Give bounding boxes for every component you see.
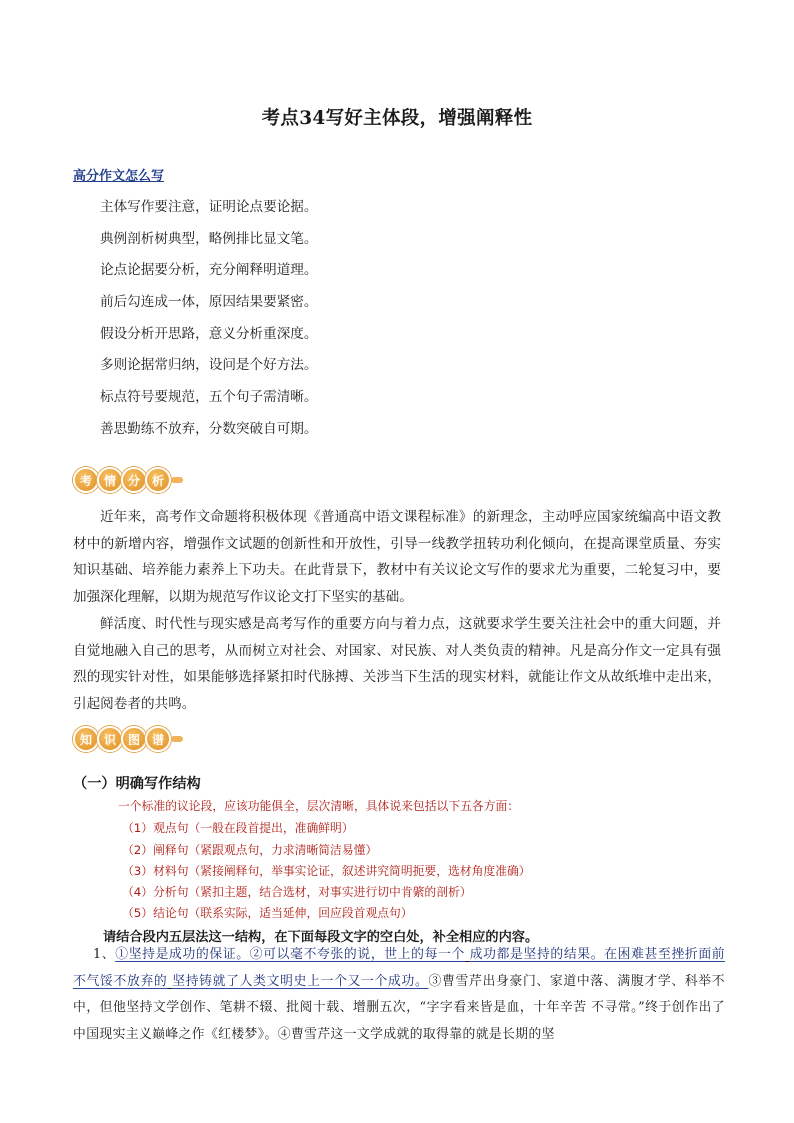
badge-char: 考: [73, 467, 99, 493]
structure-item: （5）结论句（联系实际，适当延伸，回应段首观点句）: [122, 906, 413, 920]
analysis-paragraph-1: 近年来，高考作文命题将积极体现《普通高中语文课程标准》的新理念，主动呼应国家统编高中语文教材中的新增内容，增强作文试题的创新性和开放性，引导一线教学扭转功利化倾向，在提高课堂质量、夯实知识基础、培养能力素养上下功夫。在此背景下，教材中有关议论文写作的要求尤为重要，二轮复习中，要加强深化理解，以期为规范写作议论文打下坚实的基础。: [73, 509, 721, 605]
poem-line: 多则论据常归纳，设问是个好方法。: [100, 357, 318, 374]
badge-char: 识: [97, 726, 123, 752]
badge-char: 析: [145, 467, 171, 493]
exercise-number: 1、: [93, 947, 116, 962]
page-title: 考点34写好主体段，增强阐释性: [261, 108, 533, 129]
badge-char: 图: [121, 726, 147, 752]
structure-item: （1）观点句（一般在段首提出，准确鲜明）: [122, 821, 354, 835]
sentence-explanation-a: ②可以毫不夸张的说，世上的每一个: [249, 947, 465, 962]
badge-tail-decoration: [171, 477, 183, 483]
sentence-explanation-b: 成功都是坚持的结果。在困难甚至挫折面前不气馁不放弃的: [73, 947, 726, 989]
badge-char: 知: [73, 726, 99, 752]
badge-char: 谱: [145, 726, 171, 752]
badge-char: 情: [97, 467, 123, 493]
poem-line: 典例剖析树典型，略例排比显文笔。: [100, 230, 318, 247]
poem-line: 前后勾连成一体，原因结果要紧密。: [100, 294, 318, 311]
poem-line: 假设分析开思路，意义分析重深度。: [100, 325, 318, 342]
sentence-analysis: ④曹雪芹这一文学成就的取得靠的就是长期的坚: [277, 1026, 555, 1042]
section-badge-analysis: [73, 466, 183, 494]
analysis-paragraph-2: 鲜活度、时代性与现实感是高考写作的重要方向与着力点，这就要求学生要关注社会中的重大问题，并自觉地融入自己的思考，从而树立对社会、对国家、对民族、对人类负责的精神。凡是高分作文一定具有强烈的现实针对性，如果能够选择紧扣时代脉搏、关涉当下生活的现实材料，就能让作文从故纸堆中走出来，引起阅卷者的共鸣。: [73, 616, 721, 712]
exercise-instruction: 请结合段内五层法这一结构，在下面每段文字的空白处，补全相应的内容。: [103, 930, 539, 945]
section-title: （一）明确写作结构: [73, 776, 201, 792]
structure-item: （4）分析句（紧扣主题，结合选材，对事实进行切中肯綮的剖析）: [122, 885, 472, 899]
mnemonic-poem: [100, 197, 318, 451]
sentence-viewpoint: ①坚持是成功的保证。: [115, 947, 250, 962]
sentence-explanation-c: 坚持铸就了人类文明史上一个又一个成功。: [172, 973, 429, 989]
badge-tail-decoration: [171, 736, 183, 742]
sentence-material: ③曹雪芹出身豪门、家道中落、满腹才学、科举不中，但他坚持文学创作、笔耕不辍、批阅十载、增删五次，“字字看来皆是血，十年辛苦 不寻常。”终于创作出了中国现实主义巅峰之作《红楼梦》。: [73, 973, 725, 1042]
badge-char: 分: [121, 467, 147, 493]
structure-intro: 一个标准的议论段，应该功能俱全，层次清晰，具体说来包括以下五各方面：: [118, 799, 520, 813]
exercise-passage: [73, 942, 725, 1048]
poem-line: 标点符号要规范，五个句子需清晰。: [100, 389, 318, 406]
poem-line: 善思勤练不放弃，分数突破自可期。: [100, 420, 318, 437]
subheading-link[interactable]: 高分作文怎么写: [73, 169, 165, 184]
structure-item: （3）材料句（紧接阐释句，举事实论证，叙述讲究简明扼要，选材角度准确）: [122, 864, 531, 878]
section-badge-knowledge: [73, 725, 183, 753]
structure-item: （2）阐释句（紧跟观点句，力求清晰简洁易懂）: [122, 843, 378, 857]
poem-line: 主体写作要注意，证明论点要论据。: [100, 199, 318, 215]
poem-line: 论点论据要分析，充分阐释明道理。: [100, 262, 318, 279]
